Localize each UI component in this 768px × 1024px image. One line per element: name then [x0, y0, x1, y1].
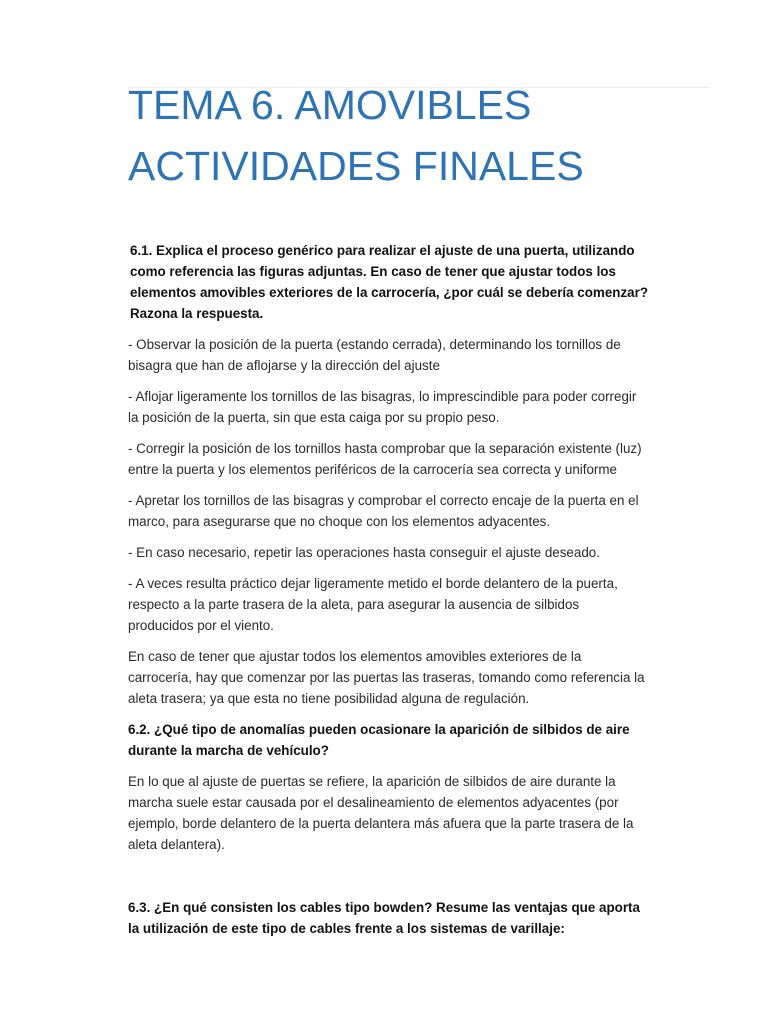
- document-body: [128, 240, 648, 949]
- answer-paragraph: - Aflojar ligeramente los tornillos de las bisagras, lo imprescindible para poder corregir la posición de la puerta, sin que esta caiga por su propio peso.: [128, 389, 637, 425]
- question-6-3: 6.3. ¿En qué consisten los cables tipo bowden? Resume las ventajas que aporta la utilización de este tipo de cables frente a los sistemas de varillaje:: [128, 900, 640, 936]
- question-6-1: 6.1. Explica el proceso genérico para realizar el ajuste de una puerta, utilizando como referencia las figuras adjuntas. En caso de tener que ajustar todos los elementos amovibles exteriores de la carrocería, ¿por cuál se debería comenzar? Razona la respuesta.: [130, 243, 648, 321]
- answer-paragraph: - En caso necesario, repetir las operaciones hasta conseguir el ajuste deseado.: [128, 545, 600, 560]
- answer-paragraph: - A veces resulta práctico dejar ligeramente metido el borde delantero de la puerta, respecto a la parte trasera de la aleta, para asegurar la ausencia de silbidos producidos por el viento.: [128, 576, 618, 633]
- answer-paragraph: - Observar la posición de la puerta (estando cerrada), determinando los tornillos de bisagra que han de aflojarse y la dirección del ajuste: [128, 337, 621, 373]
- title-line-2: ACTIVIDADES FINALES: [128, 143, 584, 189]
- title-line-1: TEMA 6. AMOVIBLES: [128, 82, 532, 128]
- answer-paragraph: En caso de tener que ajustar todos los elementos amovibles exteriores de la carrocería, hay que comenzar por las puertas las traseras, tomando como referencia la aleta trasera; ya que esta no tiene posibilidad alguna de regulación.: [128, 649, 645, 706]
- answer-paragraph: - Apretar los tornillos de las bisagras y comprobar el correcto encaje de la puerta en el marco, para asegurarse que no choque con los elementos adyacentes.: [128, 493, 639, 529]
- answer-paragraph: En lo que al ajuste de puertas se refiere, la aparición de silbidos de aire durante la marcha suele estar causada por el desalineamiento de elementos adyacentes (por ejemplo, borde delantero de la puerta delantera más afuera que la parte trasera de la aleta delantera).: [128, 774, 634, 852]
- answer-paragraph: - Corregir la posición de los tornillos hasta comprobar que la separación existente (luz) entre la puerta y los elementos periféricos de la carrocería sea correcta y uniforme: [128, 441, 642, 477]
- question-6-2: 6.2. ¿Qué tipo de anomalías pueden ocasionare la aparición de silbidos de aire durante la marcha de vehículo?: [128, 722, 630, 758]
